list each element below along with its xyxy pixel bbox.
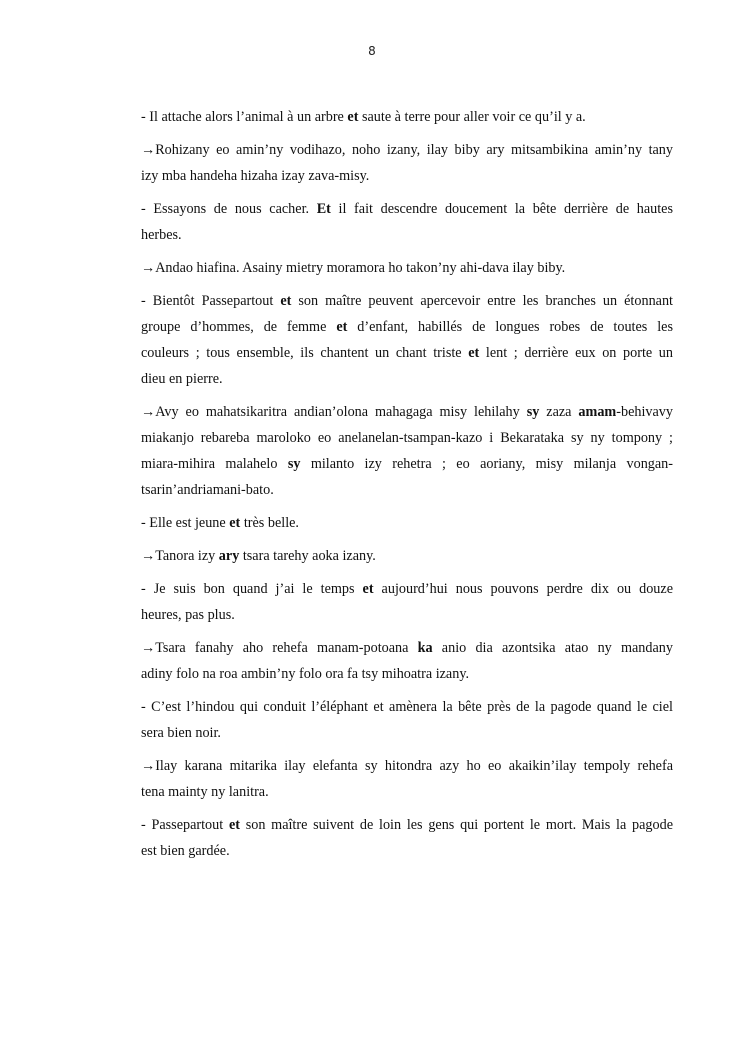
text-line <box>141 838 673 864</box>
text-line <box>141 694 673 720</box>
page-number: 8 <box>368 44 376 58</box>
text-line <box>141 477 673 503</box>
text-run: tsara tarehy aoka izany. <box>239 548 376 564</box>
text-line <box>141 576 673 602</box>
paragraph <box>141 753 673 805</box>
text-line <box>141 314 673 340</box>
bold-text: et <box>362 581 374 597</box>
paragraph <box>141 104 673 130</box>
text-line <box>141 255 673 281</box>
text-run: saute à terre pour aller voir ce qu’il y a. <box>358 109 586 125</box>
text-run: miakanjo rebareba maroloko eo anelanelan-tsampan-kazo i Bekarataka sy ny tompony ; <box>141 430 673 446</box>
text-run: tsarin’andriamani-bato. <box>141 482 274 498</box>
text-run: - Essayons de nous cacher. <box>141 201 317 217</box>
text-line <box>141 137 673 163</box>
paragraph <box>141 543 673 569</box>
paragraph <box>141 510 673 536</box>
text-run: herbes. <box>141 227 182 243</box>
paragraph <box>141 694 673 746</box>
text-line <box>141 812 673 838</box>
paragraph <box>141 137 673 189</box>
text-run: →Tsara fanahy aho rehefa manam-potoana <box>141 640 418 656</box>
text-run: anio dia azontsika atao ny mandany <box>432 640 673 656</box>
bold-text: et <box>336 319 348 335</box>
text-line <box>141 222 673 248</box>
text-run: aujourd’hui nous pouvons perdre dix ou douze <box>373 581 673 597</box>
text-run: d’enfant, habillés de longues robes de toutes les <box>347 319 673 335</box>
document-body <box>141 104 673 864</box>
text-line <box>141 635 673 661</box>
text-line <box>141 720 673 746</box>
bold-text: ary <box>218 548 240 564</box>
text-line <box>141 451 673 477</box>
text-run: zaza <box>539 404 579 420</box>
paragraph <box>141 812 673 864</box>
text-run: son maître suivent de loin les gens qui portent le mort. Mais la pagode <box>239 817 673 833</box>
text-run: il fait descendre doucement la bête derrière de hautes <box>330 201 673 217</box>
text-run: - Bientôt Passepartout <box>141 293 281 309</box>
text-line <box>141 340 673 366</box>
text-run: →Andao hiafina. Asainy mietry moramora ho takon’ny ahi-dava ilay biby. <box>141 260 566 276</box>
paragraph <box>141 288 673 392</box>
text-line <box>141 753 673 779</box>
text-line <box>141 510 673 536</box>
text-line <box>141 104 673 130</box>
text-line <box>141 602 673 628</box>
paragraph <box>141 196 673 248</box>
bold-text: amam <box>578 404 617 420</box>
paragraph <box>141 635 673 687</box>
paragraph <box>141 255 673 281</box>
bold-text: Et <box>316 201 331 217</box>
text-line <box>141 399 673 425</box>
bold-text: sy <box>526 404 540 420</box>
bold-text: sy <box>287 456 301 472</box>
text-line <box>141 196 673 222</box>
text-run: sera bien noir. <box>141 725 221 741</box>
text-run: →Avy eo mahatsikaritra andian’olona mahagaga misy lehilahy <box>141 404 527 420</box>
text-run: →Rohizany eo amin’ny vodihazo, noho izany, ilay biby ary mitsambikina amin’ny tany <box>141 142 673 158</box>
text-line <box>141 543 673 569</box>
text-run: lent ; derrière eux on porte un <box>479 345 673 361</box>
text-run: heures, pas plus. <box>141 607 235 623</box>
text-line <box>141 779 673 805</box>
text-run: -behivavy <box>616 404 673 420</box>
bold-text: et <box>280 293 292 309</box>
text-run: tena mainty ny lanitra. <box>141 784 269 800</box>
paragraph <box>141 399 673 503</box>
text-line <box>141 163 673 189</box>
text-run: adiny folo na roa ambin’ny folo ora fa tsy mihoatra izany. <box>141 666 470 682</box>
text-run: miara-mihira malahelo <box>141 456 288 472</box>
text-run: - Je suis bon quand j’ai le temps <box>141 581 363 597</box>
text-run: est bien gardée. <box>141 843 230 859</box>
bold-text: et <box>468 345 480 361</box>
text-run: son maître peuvent apercevoir entre les branches un étonnant <box>291 293 673 309</box>
text-run: groupe d’hommes, de femme <box>141 319 337 335</box>
text-run: - C’est l’hindou qui conduit l’éléphant et amènera la bête près de la pagode quand le ciel <box>141 699 673 715</box>
text-run: - Elle est jeune <box>141 515 230 531</box>
text-run: izy mba handeha hizaha izay zava-misy. <box>141 168 370 184</box>
text-line <box>141 288 673 314</box>
bold-text: et <box>229 515 241 531</box>
bold-text: et <box>228 817 240 833</box>
paragraph <box>141 576 673 628</box>
text-line <box>141 425 673 451</box>
text-run: milanto izy rehetra ; eo aoriany, misy milanja vongan- <box>300 456 673 472</box>
text-run: →Ilay karana mitarika ilay elefanta sy hitondra azy ho eo akaikin’ilay tempoly rehefa <box>141 758 673 774</box>
text-run: →Tanora izy <box>141 548 219 564</box>
text-run: très belle. <box>240 515 299 531</box>
bold-text: ka <box>417 640 433 656</box>
text-run: - Passepartout <box>141 817 229 833</box>
text-run: dieu en pierre. <box>141 371 223 387</box>
text-line <box>141 366 673 392</box>
text-line <box>141 661 673 687</box>
bold-text: et <box>347 109 359 125</box>
text-run: couleurs ; tous ensemble, ils chantent un chant triste <box>141 345 469 361</box>
text-run: - Il attache alors l’animal à un arbre <box>141 109 348 125</box>
